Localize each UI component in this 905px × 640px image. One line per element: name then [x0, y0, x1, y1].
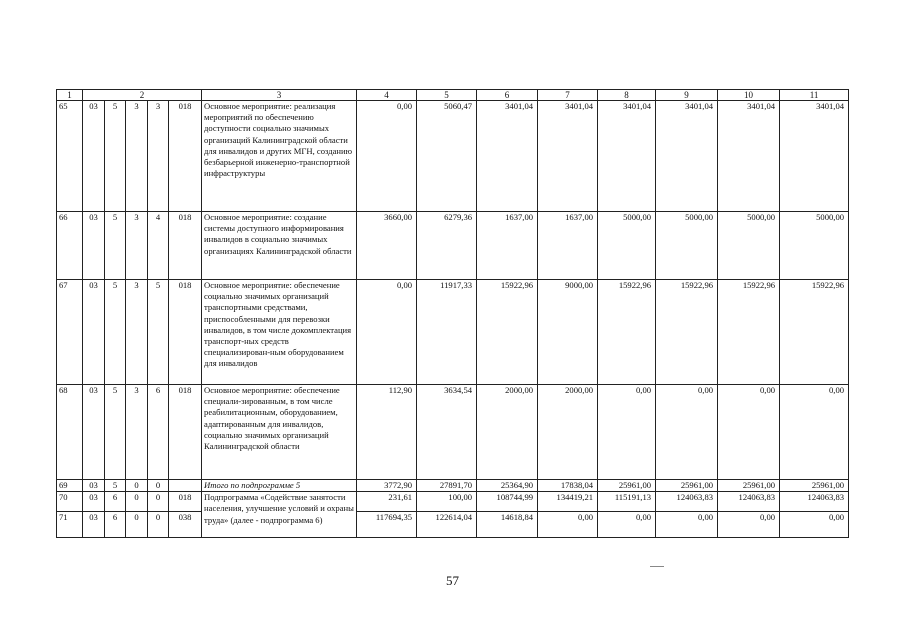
value-cell: 15922,96	[598, 280, 656, 385]
value-cell: 15922,96	[718, 280, 780, 385]
table-row	[57, 280, 849, 385]
value-cell: 1637,00	[477, 212, 538, 280]
value-cell: 0,00	[598, 512, 656, 538]
table-row	[57, 385, 849, 480]
row-number: 70	[57, 492, 83, 512]
code-cell: 018	[169, 385, 202, 480]
value-cell: 25961,00	[780, 480, 849, 492]
header-cell: 8	[598, 90, 656, 101]
description-cell: Основное мероприятие: реализация мероприятий по обеспечению доступности социально значимых организаций Калининградской области для инвалидов и других МГН, созданию безбарьерной инженерно-транспортной инфраструктуры	[202, 101, 357, 212]
code-cell: 5	[105, 385, 126, 480]
value-cell: 14618,84	[477, 512, 538, 538]
code-cell: 03	[83, 480, 105, 492]
value-cell: 3401,04	[656, 101, 718, 212]
value-cell: 124063,83	[718, 492, 780, 512]
code-cell: 5	[105, 101, 126, 212]
code-cell: 018	[169, 280, 202, 385]
description-cell: Основное мероприятие: обеспечение социально значимых организаций транспортными средствами, приспособленными для перевозки инвалидов, в том числе докомплектация транспорт-ных средств специализирован-ным оборудованием для инвалидов	[202, 280, 357, 385]
code-cell: 3	[126, 385, 148, 480]
table-row	[57, 492, 849, 512]
value-cell: 3772,90	[357, 480, 417, 492]
code-cell: 6	[105, 512, 126, 538]
code-cell: 6	[105, 492, 126, 512]
value-cell: 0,00	[538, 512, 598, 538]
row-number: 67	[57, 280, 83, 385]
row-number: 71	[57, 512, 83, 538]
table-row	[57, 101, 849, 212]
value-cell: 15922,96	[780, 280, 849, 385]
code-cell: 5	[148, 280, 169, 385]
header-cell: 6	[477, 90, 538, 101]
code-cell: 03	[83, 212, 105, 280]
code-cell: 018	[169, 101, 202, 212]
code-cell: 018	[169, 492, 202, 512]
description-cell: Основное мероприятие: создание системы доступного информирования инвалидов в социально значимых организациях Калининградской области	[202, 212, 357, 280]
value-cell: 5000,00	[780, 212, 849, 280]
code-cell: 5	[105, 280, 126, 385]
row-number: 65	[57, 101, 83, 212]
value-cell: 0,00	[718, 385, 780, 480]
value-cell: 2000,00	[538, 385, 598, 480]
code-cell: 3	[126, 280, 148, 385]
header-cell: 1	[57, 90, 83, 101]
value-cell: 0,00	[357, 280, 417, 385]
code-cell: 0	[148, 480, 169, 492]
value-cell: 124063,83	[780, 492, 849, 512]
code-cell: 0	[126, 480, 148, 492]
code-cell: 038	[169, 512, 202, 538]
header-cell: 7	[538, 90, 598, 101]
code-cell: 6	[148, 385, 169, 480]
code-cell: 3	[148, 101, 169, 212]
code-cell: 5	[105, 480, 126, 492]
value-cell: 3401,04	[780, 101, 849, 212]
header-cell: 3	[202, 90, 357, 101]
value-cell: 3660,00	[357, 212, 417, 280]
code-cell: 0	[126, 492, 148, 512]
row-number: 69	[57, 480, 83, 492]
value-cell: 5060,47	[417, 101, 477, 212]
row-number: 68	[57, 385, 83, 480]
value-cell: 0,00	[718, 512, 780, 538]
code-cell: 0	[148, 512, 169, 538]
code-cell: 4	[148, 212, 169, 280]
header-cell: 9	[656, 90, 718, 101]
value-cell: 25961,00	[718, 480, 780, 492]
code-cell: 3	[126, 101, 148, 212]
code-cell: 3	[126, 212, 148, 280]
code-cell: 0	[126, 512, 148, 538]
value-cell: 2000,00	[477, 385, 538, 480]
value-cell: 3634,54	[417, 385, 477, 480]
value-cell: 124063,83	[656, 492, 718, 512]
table-row	[57, 480, 849, 492]
value-cell: 17838,04	[538, 480, 598, 492]
value-cell: 0,00	[357, 101, 417, 212]
code-cell: 5	[105, 212, 126, 280]
header-cell: 11	[780, 90, 849, 101]
value-cell: 3401,04	[538, 101, 598, 212]
value-cell: 122614,04	[417, 512, 477, 538]
value-cell: 3401,04	[598, 101, 656, 212]
value-cell: 108744,99	[477, 492, 538, 512]
table-row	[57, 512, 849, 538]
value-cell: 11917,33	[417, 280, 477, 385]
subtotal-label: Итого по подпрограмме 5	[202, 480, 357, 492]
code-cell: 03	[83, 101, 105, 212]
value-cell: 0,00	[780, 512, 849, 538]
value-cell: 231,61	[357, 492, 417, 512]
value-cell: 5000,00	[598, 212, 656, 280]
budget-table	[56, 89, 849, 538]
value-cell: 15922,96	[477, 280, 538, 385]
value-cell: 5000,00	[718, 212, 780, 280]
code-cell: 0	[148, 492, 169, 512]
code-cell: 03	[83, 492, 105, 512]
value-cell: 100,00	[417, 492, 477, 512]
subprogram-6-description: Подпрограмма «Содействие занятости населения, улучшение условий и охраны труда» (далее - подпрограмма 6)	[202, 492, 357, 538]
code-cell: 03	[83, 280, 105, 385]
value-cell: 5000,00	[656, 212, 718, 280]
value-cell: 117694,35	[357, 512, 417, 538]
code-cell: 018	[169, 212, 202, 280]
value-cell: 6279,36	[417, 212, 477, 280]
value-cell: 25364,90	[477, 480, 538, 492]
value-cell: 112,90	[357, 385, 417, 480]
code-cell	[169, 480, 202, 492]
header-row	[57, 90, 849, 101]
page-number: 57	[446, 573, 459, 588]
header-cell: 10	[718, 90, 780, 101]
code-cell: 03	[83, 512, 105, 538]
value-cell: 25961,00	[656, 480, 718, 492]
value-cell: 0,00	[780, 385, 849, 480]
header-cell: 5	[417, 90, 477, 101]
value-cell: 27891,70	[417, 480, 477, 492]
value-cell: 134419,21	[538, 492, 598, 512]
description-cell: Основное мероприятие: обеспечение специали-зированным, в том числе реабилитационным, оборудованием, адаптированным для инвалидов, социально значимых организаций Калининградской области	[202, 385, 357, 480]
value-cell: 3401,04	[718, 101, 780, 212]
value-cell: 3401,04	[477, 101, 538, 212]
header-cell: 2	[83, 90, 202, 101]
value-cell: 15922,96	[656, 280, 718, 385]
value-cell: 9000,00	[538, 280, 598, 385]
header-cell: 4	[357, 90, 417, 101]
code-cell: 03	[83, 385, 105, 480]
value-cell: 0,00	[598, 385, 656, 480]
row-number: 66	[57, 212, 83, 280]
value-cell: 0,00	[656, 385, 718, 480]
table-row	[57, 212, 849, 280]
value-cell: 25961,00	[598, 480, 656, 492]
scan-mark	[650, 566, 664, 567]
value-cell: 115191,13	[598, 492, 656, 512]
value-cell: 0,00	[656, 512, 718, 538]
value-cell: 1637,00	[538, 212, 598, 280]
